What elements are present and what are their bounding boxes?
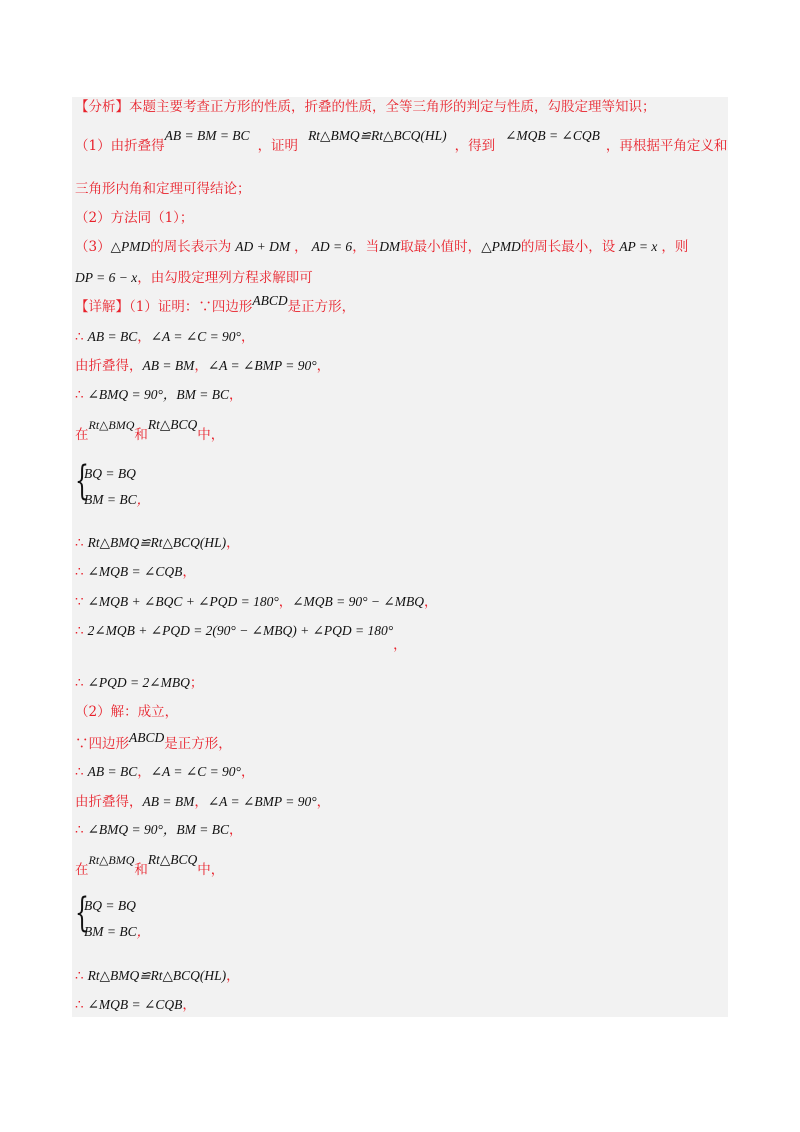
detail-line-2 (75, 330, 254, 345)
step1-math-1: AB = BM = BC (164, 128, 250, 143)
punctuation: ， (423, 594, 438, 610)
detail-l5-math-2: Rt△BCQ (147, 417, 198, 432)
system-row-1: BQ = BQ (84, 898, 136, 913)
step3-text-a: （3） (75, 239, 111, 255)
detail-line-18 (75, 998, 196, 1013)
therefore-symbol: ∴ (75, 822, 84, 838)
punctuation: ， (316, 358, 331, 374)
detail-l12-math: ABCD (129, 730, 165, 745)
detail-l13-math-2: ∠A = ∠C = 90° (150, 764, 241, 779)
step3-math-3: AD = 6 (311, 239, 353, 254)
step1-math-2: Rt△BMQ≌Rt△BCQ(HL) (308, 128, 447, 143)
analysis-step3-cont (75, 271, 313, 286)
detail-l3-text: 由折叠得， (75, 358, 143, 374)
detail-l16-text-b: 和 (134, 862, 148, 878)
detail-l8-math-2: ∠MQB = 90° − ∠MBQ (292, 594, 424, 609)
detail-l16-math-1: Rt△BMQ (88, 853, 135, 867)
system-row-2-math: BM = BC (84, 492, 137, 507)
detail-line-13 (75, 765, 254, 780)
detail-l5-text-b: 和 (134, 427, 148, 443)
detail-l5-text-c: 中， (197, 427, 225, 443)
punctuation: ； (189, 675, 204, 691)
therefore-symbol: ∴ (75, 387, 84, 403)
detail-line-16 (75, 852, 225, 878)
detail-line-4 (75, 388, 243, 403)
step1-text-a: （1）由折叠得 (75, 138, 165, 154)
detail-line-9 (75, 623, 407, 653)
detail-s1-math: ABCD (252, 293, 288, 308)
step1-math-3: ∠MQB = ∠CQB (505, 128, 600, 143)
step3-text-f: 的周长最小，设 (520, 239, 616, 255)
detail-l3-math-2: ∠A = ∠BMP = 90° (207, 358, 317, 373)
therefore-symbol: ∴ (75, 623, 84, 639)
detail-line-17 (75, 969, 240, 984)
system-row-2 (84, 920, 150, 940)
detail-l12-text-b: 是正方形， (164, 736, 232, 752)
detail-line-15 (75, 823, 243, 838)
detail-line-3 (75, 359, 330, 374)
step3-text-e: 取最小值时， (400, 239, 482, 255)
punctuation: ， (226, 535, 240, 551)
detail-line-14 (75, 795, 330, 810)
step3-math-5: △PMD (481, 239, 521, 254)
therefore-symbol: ∴ (75, 968, 84, 984)
detail-l14-math-1: AB = BM (142, 794, 195, 809)
step3-text-d: ，当 (352, 239, 380, 255)
detail-s1-text-b: 是正方形， (287, 299, 356, 315)
punctuation: ， (316, 794, 331, 810)
punctuation: ， (136, 924, 151, 939)
detail-l16-math-2: Rt△BCQ (147, 852, 198, 867)
detail-l13-math-1: AB = BC (87, 764, 138, 779)
left-brace: { (75, 890, 89, 936)
solution-panel (72, 97, 728, 1017)
detail-l12-text-a: ∵四边形 (75, 736, 129, 752)
detail-line-6 (75, 536, 240, 551)
punctuation: ， (182, 564, 196, 580)
detail-l18-math: ∠MQB = ∠CQB (87, 997, 183, 1012)
step3-text-h: ，由勾股定理列方程求解即可 (137, 270, 313, 286)
therefore-symbol: ∴ (75, 675, 84, 691)
therefore-symbol: ∴ (75, 564, 84, 580)
system-row-2-math: BM = BC (84, 924, 137, 939)
detail-line-7 (75, 565, 196, 580)
detail-l14-math-2: ∠A = ∠BMP = 90° (207, 794, 317, 809)
analysis-intro: 本题主要考查正方形的性质，折叠的性质，全等三角形的判定与性质，勾股定理等知识； (129, 99, 656, 115)
punctuation: ， (240, 329, 255, 345)
punctuation: ， (240, 764, 255, 780)
detail-l10-math: ∠PQD = 2∠MBQ (87, 675, 190, 690)
analysis-step1-cont: 三角形内角和定理可得结论； (75, 181, 251, 197)
punctuation: ， (226, 968, 240, 984)
detail-l17-math: Rt△BMQ≌Rt△BCQ(HL) (87, 968, 227, 983)
because-symbol: ∵ (75, 594, 84, 610)
detail-l5-text-a: 在 (75, 427, 89, 443)
detail-step1-line (75, 293, 356, 315)
analysis-intro-line (75, 101, 656, 115)
separator: ， (137, 764, 151, 780)
detail-l16-text-a: 在 (75, 862, 89, 878)
detail-l14-text: 由折叠得， (75, 794, 143, 810)
separator: ， (137, 329, 151, 345)
step1-text-c: ，得到 (454, 138, 496, 154)
therefore-symbol: ∴ (75, 535, 84, 551)
detail-l7-math: ∠MQB = ∠CQB (87, 564, 183, 579)
analysis-step2: （2）方法同（1）； (75, 210, 194, 226)
detail-l4-math: ∠BMQ = 90°，BM = BC (87, 387, 230, 402)
step3-text-b: 的周长表示为 (150, 239, 232, 255)
punctuation: ， (393, 637, 407, 653)
therefore-symbol: ∴ (75, 329, 84, 345)
punctuation: ， (136, 492, 151, 507)
analysis-step1-line (75, 128, 728, 154)
step1-text-b: ，证明 (257, 138, 299, 154)
detail-tag: 【详解】 (75, 299, 129, 315)
therefore-symbol: ∴ (75, 764, 84, 780)
step3-math-1: △PMD (110, 239, 151, 254)
detail-l5-math-1: Rt△BMQ (88, 418, 135, 432)
step3-text-g: ，则 (661, 239, 689, 255)
detail-l9-math: 2∠MQB + ∠PQD = 2(90° − ∠MBQ) + ∠PQD = 180° (87, 623, 394, 638)
step3-math-2: AD + DM (235, 239, 291, 254)
punctuation: ， (229, 387, 243, 403)
system-row-1: BQ = BQ (84, 466, 136, 481)
separator: ， (194, 794, 208, 810)
system-row-2 (84, 488, 150, 508)
detail-line-8 (75, 595, 437, 610)
detail-l15-math: ∠BMQ = 90°，BM = BC (87, 822, 230, 837)
detail-line-12 (75, 730, 232, 752)
punctuation: ， (229, 822, 243, 838)
detail-s1-text-a: （1）证明：∵四边形 (129, 299, 253, 315)
analysis-step3-line (75, 240, 688, 255)
step3-math-7: DP = 6 − x (75, 270, 138, 285)
separator: ， (278, 594, 293, 610)
step3-math-4: DM (379, 239, 401, 254)
detail-step2-heading: （2）解：成立， (75, 704, 179, 720)
detail-l16-text-c: 中， (197, 862, 225, 878)
detail-l3-math-1: AB = BM (142, 358, 195, 373)
step3-text-c: ， (294, 239, 308, 255)
analysis-tag: 【分析】 (75, 99, 129, 115)
detail-l6-math: Rt△BMQ≌Rt△BCQ(HL) (87, 535, 227, 550)
left-brace: { (75, 458, 89, 504)
punctuation: ， (182, 997, 196, 1013)
detail-line-5 (75, 417, 225, 443)
therefore-symbol: ∴ (75, 997, 84, 1013)
detail-l2-math-2: ∠A = ∠C = 90° (150, 329, 241, 344)
detail-line-10 (75, 676, 203, 691)
detail-l2-math-1: AB = BC (87, 329, 138, 344)
step3-math-6: AP = x (619, 239, 658, 254)
step1-text-d: ，再根据平角定义和 (605, 138, 728, 154)
detail-l8-math-1: ∠MQB + ∠BQC + ∠PQD = 180° (87, 594, 279, 609)
separator: ， (194, 358, 208, 374)
